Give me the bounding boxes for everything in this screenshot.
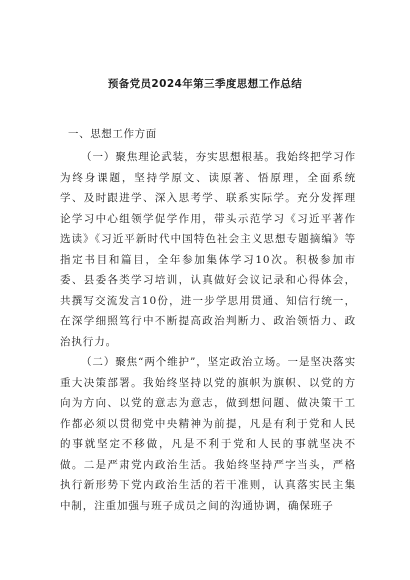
document-body <box>60 147 356 516</box>
paragraph-2: （二）聚焦“两个维护”，坚定政治立场。一是坚决落实重大决策部署。我始终坚持以党的旗帜为旗帜、以党的方向为方向、以党的意志为意志，做到想问题、做决策干工作都必须以贯彻党中央精神为前提，凡是有利于党和人民的事就坚定不移做，凡是不利于党和人民的事就坚决不做。二是严肃党内政治生活。我始终坚持严字当头，严格执行新形势下党内政治生活的若干准则，认真落实民主集中制，注重加强与班子成员之间的沟通协调，确保班子 <box>60 356 356 512</box>
paragraph-1: （一）聚焦理论武装，夯实思想根基。我始终把学习作为终身课题，坚持学原文、读原著、悟原理，全面系统学、及时跟进学、深入思考学、联系实际学。充分发挥理论学习中心组领学促学作用，带头示范学习《习近平著作选读》《习近平新时代中国特色社会主义思想专题摘编》等指定书目和篇目，全年参加集体学习10次。积极参加市委、县委各类学习培训，认真做好会议记录和心得体会，共撰写交流发言10份，进一步学思用贯通、知信行统一，在深学细照笃行中不断提高政治判断力、政治领悟力、政治执行力。 <box>60 151 356 348</box>
document-title: 预备党员2024年第三季度思想工作总结 <box>107 78 303 90</box>
section-heading: 一、思想工作方面 <box>68 128 157 140</box>
